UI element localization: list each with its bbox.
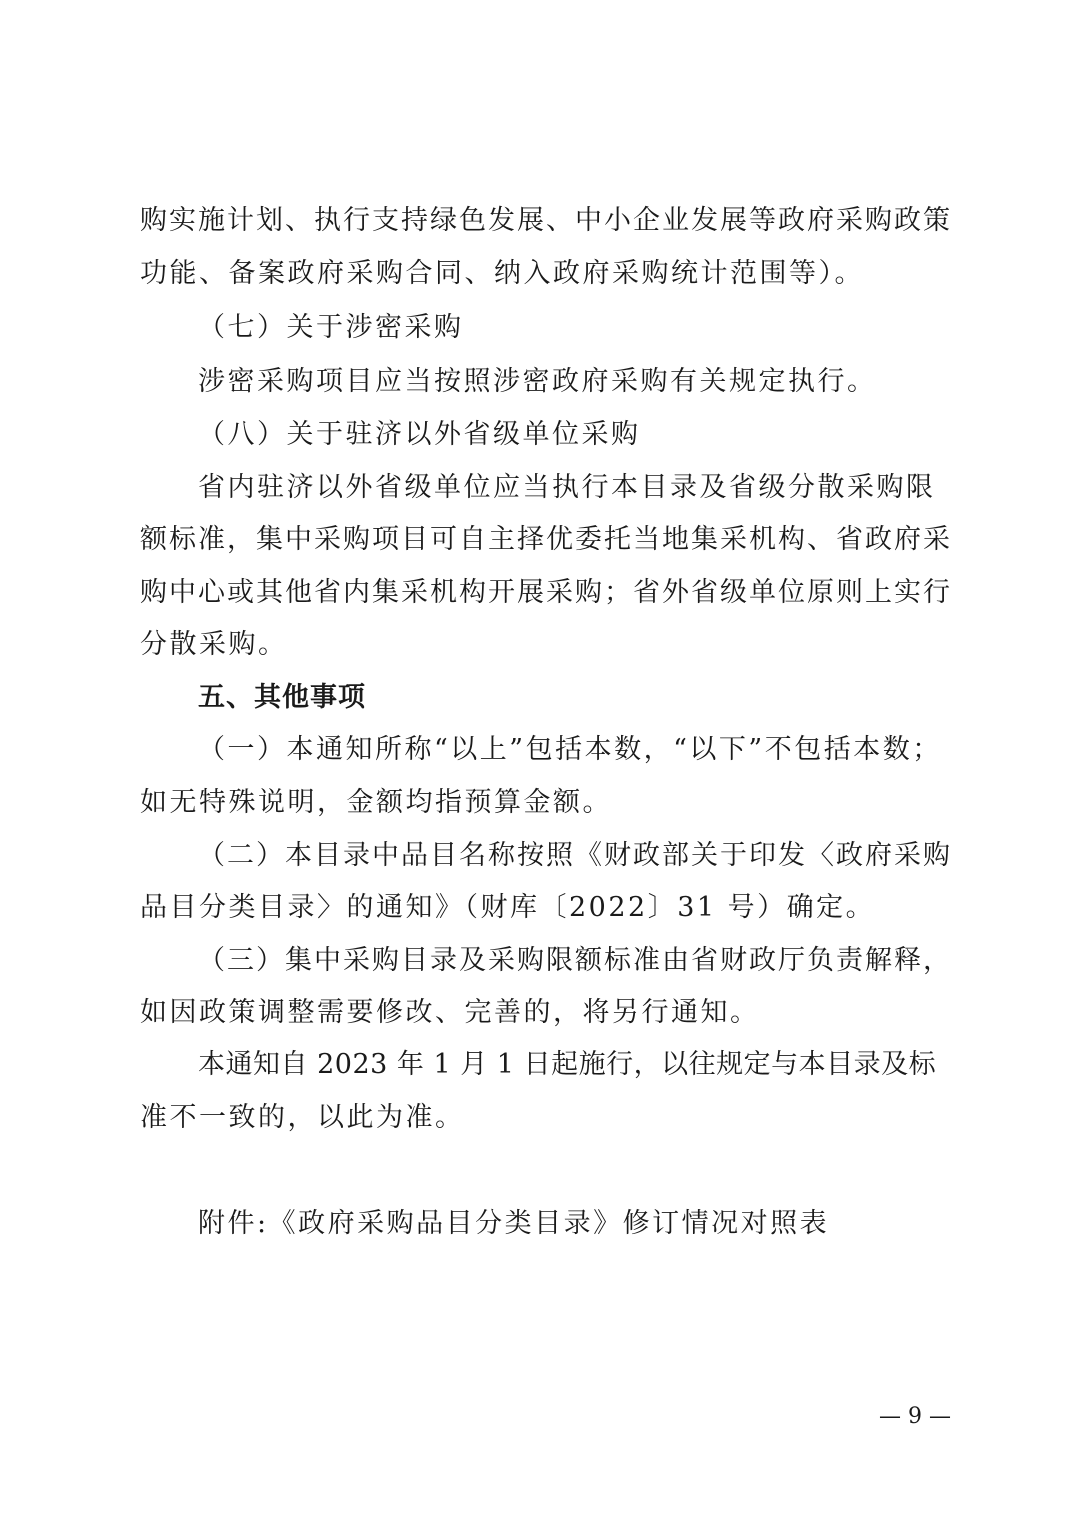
body-line: （三）集中采购目录及采购限额标准由省财政厅负责解释，	[198, 945, 952, 976]
section-heading: （七）关于涉密采购	[198, 312, 464, 343]
body-line: 省内驻济以外省级单位应当执行本目录及省级分散采购限	[198, 472, 936, 503]
body-line: 涉密采购项目应当按照涉密政府采购有关规定执行。	[198, 366, 877, 397]
body-line: 品目分类目录〉的通知》（财库〔2022〕31 号）确定。	[140, 892, 876, 923]
body-line: （二）本目录中品目名称按照《财政部关于印发〈政府采购	[198, 840, 952, 871]
body-line: 如无特殊说明，金额均指预算金额。	[140, 787, 612, 818]
body-line: 功能、备案政府采购合同、纳入政府采购统计范围等）。	[140, 258, 864, 289]
page-number: — 9 —	[879, 1404, 951, 1429]
section-heading: （八）关于驻济以外省级单位采购	[198, 419, 641, 450]
body-line: 额标准，集中采购项目可自主择优委托当地集采机构、省政府采	[140, 524, 952, 555]
body-line: 分散采购。	[140, 629, 288, 660]
body-line: （一）本通知所称“以上”包括本数，“以下”不包括本数；	[198, 734, 942, 765]
body-line: 本通知自 2023 年 1 月 1 日起施行，以往规定与本目录及标	[198, 1049, 937, 1080]
chapter-heading: 五、其他事项	[198, 682, 366, 713]
body-line: 购中心或其他省内集采机构开展采购；省外省级单位原则上实行	[140, 577, 952, 608]
body-line: 如因政策调整需要修改、完善的，将另行通知。	[140, 997, 760, 1028]
body-line: 购实施计划、执行支持绿色发展、中小企业发展等政府采购政策	[140, 205, 952, 236]
body-line: 准不一致的，以此为准。	[140, 1102, 465, 1133]
attachment-line: 附件:《政府采购品目分类目录》修订情况对照表	[198, 1208, 830, 1239]
